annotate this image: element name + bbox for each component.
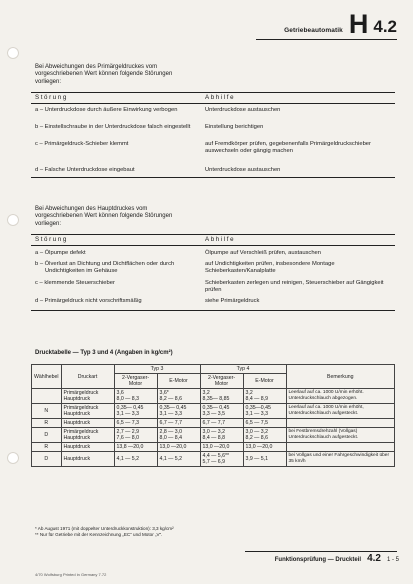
table-cell: Leerlauf auf ca. 1000 U/min erhöht. Unterdruckschlauch abgezogen.	[286, 389, 394, 404]
abhilfe-text: Schieberkasten zerlegen und reinigen, Steuerschieber auf Gängigkeit prüfen	[205, 280, 384, 293]
table-cell: N	[32, 404, 62, 419]
table-cell: 13,8 —20,0	[114, 443, 157, 452]
divider	[31, 234, 395, 235]
abhilfe-text: siehe Primärgeldruck	[205, 298, 260, 304]
abhilfe-text: Ölpumpe auf Verschleiß prüfen, austauschen	[205, 250, 322, 256]
table-cell: Primärgeldruck Hauptdruck	[61, 428, 114, 443]
divider	[31, 310, 395, 311]
col-header-stoerung: Störung	[35, 94, 68, 101]
divider	[31, 92, 395, 93]
stoerung-text: a – Ölpumpe defekt	[35, 250, 86, 256]
head-vergaser: 2-Vergaser-Motor	[114, 374, 157, 389]
table-cell: 13,0 —20,0	[200, 443, 243, 452]
head-bemerkung: Bemerkung	[286, 365, 394, 389]
table-cell: 4,1 — 5,2	[157, 452, 200, 467]
head-typ3: Typ 3	[114, 365, 200, 374]
table-cell: 3,6* 8,2 — 8,6	[157, 389, 200, 404]
stoerung-text: d – Falsche Unterdruckdose eingebaut	[35, 167, 135, 173]
table-cell: 2,8 — 3,0 8,0 — 8,4	[157, 428, 200, 443]
head-druckart: Druckart	[61, 365, 114, 389]
table-title: Drucktabelle — Typ 3 und 4 (Angaben in kg/cm²)	[35, 350, 173, 356]
header-rule	[256, 39, 397, 40]
divider	[31, 103, 395, 104]
table-cell: 4,4 — 5,6** 5,7 — 6,9	[200, 452, 243, 467]
table-cell: R	[32, 419, 62, 428]
col-header-stoerung: Störung	[35, 236, 68, 243]
punch-hole	[7, 452, 19, 464]
col-header-abhilfe: Abhilfe	[205, 94, 236, 101]
table-row	[32, 404, 395, 419]
pressure-table	[31, 364, 395, 467]
table-cell: Primärgeldruck Hauptdruck	[61, 404, 114, 419]
header-number: 4.2	[373, 17, 397, 36]
table-cell	[286, 443, 394, 452]
head-emotor: E-Motor	[243, 374, 286, 389]
stoerung-text: b – Einstellschraube in der Unterdruckdose falsch eingestellt	[35, 124, 191, 130]
footer-imprint: 4/70 Wolfsburg Printed in Germany 7.72	[35, 572, 107, 577]
table-cell: bei Vollgas und einer Fahrgeschwindigkeit über 35 km/h	[286, 452, 394, 467]
table-cell: 0,35— 0,45 3,1 — 3,3	[114, 404, 157, 419]
table-cell: 13,0 —20,0	[243, 443, 286, 452]
header-letter: H	[348, 9, 368, 39]
table-cell: 6,5 — 7,5	[243, 419, 286, 428]
abhilfe-text: auf Fremdkörper prüfen, gegebenenfalls Primärgeldruckschieber auswechseln oder gängig machen	[205, 141, 371, 154]
punch-hole	[7, 214, 19, 226]
header-subtitle: Getriebeautomatik	[284, 27, 343, 34]
table-cell: 3,9 — 5,1	[243, 452, 286, 467]
stoerung-text: b – Ölverlust an Dichtung und Dichtflächen oder durch Undichtigkeiten im Gehäuse	[35, 261, 175, 274]
table-cell: 0,35—0,45 3,1 — 3,3	[243, 404, 286, 419]
footnote: ** Nur für Getriebe mit der Kennzeichnung „EC“ und Motor „V“.	[35, 532, 163, 537]
table-cell: 3,6 8,0 — 8,3	[114, 389, 157, 404]
abhilfe-text: auf Undichtigkeiten prüfen, insbesondere Montage Schieberkasten/Kanalplatte	[205, 261, 335, 274]
punch-hole	[7, 47, 19, 59]
footer-number: 4.2	[367, 553, 381, 564]
divider	[31, 245, 395, 246]
table-cell: 3,0 — 3,2 8,4 — 8,8	[200, 428, 243, 443]
table-cell: 13,0 —20,0	[157, 443, 200, 452]
stoerung-text: d – Primärgeldruck nicht vorschriftsmäßig	[35, 298, 142, 304]
table-cell: 6,7 — 7,7	[200, 419, 243, 428]
footer-rule	[245, 551, 397, 552]
col-header-abhilfe: Abhilfe	[205, 236, 236, 243]
stoerung-text: c – klemmende Steuerschieber	[35, 280, 115, 286]
table-row	[32, 428, 395, 443]
footer-title: Funktionsprüfung — Druckteil	[274, 557, 362, 563]
table-cell: D	[32, 428, 62, 443]
table-cell: 4,1 — 5,2	[114, 452, 157, 467]
stoerung-text: a – Unterdruckdose durch äußere Einwirkung verbogen	[35, 107, 178, 113]
table-cell: D	[32, 452, 62, 467]
table-cell: Primärgeldruck Hauptdruck	[61, 389, 114, 404]
table-cell: 6,5 — 7,3	[114, 419, 157, 428]
section1-intro: Bei Abweichungen des Primärgeldruckes vom vorgeschriebenen Wert können folgende Störungen vorliegen:	[35, 64, 173, 85]
table-cell: 2,7 — 2,9 7,6 — 8,0	[114, 428, 157, 443]
table-cell: bei Festbremsdrehzahl (Vollgas) Unterdruckschlauch aufgesteckt.	[286, 428, 394, 443]
table-cell: 0,35— 0,45 3,1 — 3,3	[157, 404, 200, 419]
table-cell: 3,2 8,4 — 8,9	[243, 389, 286, 404]
abhilfe-text: Unterdruckdose austauschen	[205, 167, 281, 173]
table-cell: R	[32, 443, 62, 452]
table-cell: 6,7 — 7,7	[157, 419, 200, 428]
table-row	[32, 452, 395, 467]
abhilfe-text: Einstellung berichtigen	[205, 124, 264, 130]
table-row	[32, 443, 395, 452]
divider	[31, 177, 395, 178]
footnote: * Ab August 1971 (mit doppelter Unterdruckkonstruktion): 3,3 kg/cm²	[35, 526, 174, 531]
stoerung-text: c – Primärgeldruck-Schieber klemmt	[35, 141, 129, 147]
head-emotor: E-Motor	[157, 374, 200, 389]
table-cell	[32, 389, 62, 404]
table-cell: Hauptdruck	[61, 419, 114, 428]
section2-intro: Bei Abweichungen des Hauptdruckes vom vorgeschriebenen Wert können folgende Störungen vorliegen:	[35, 206, 173, 227]
page-header	[284, 11, 397, 38]
abhilfe-text: Unterdruckdose austauschen	[205, 107, 281, 113]
footer-page: 1 - 5	[386, 557, 399, 563]
footer-right	[275, 553, 399, 564]
table-row	[32, 389, 395, 404]
table-row	[32, 419, 395, 428]
table-cell: 0,35— 0,45 3,3 — 3,5	[200, 404, 243, 419]
head-waehlhebel: Wählhebel	[32, 365, 62, 389]
table-cell: Leerlauf auf ca. 1000 U/min erhöht, Unterdruckschlauch aufgesteckt.	[286, 404, 394, 419]
table-cell: 3,0 — 3,2 8,2 — 8,6	[243, 428, 286, 443]
head-typ4: Typ 4	[200, 365, 286, 374]
table-cell: Hauptdruck	[61, 452, 114, 467]
head-vergaser: 2-Vergaser-Motor	[200, 374, 243, 389]
table-cell: 3,2 8,35— 8,85	[200, 389, 243, 404]
table-cell: Hauptdruck	[61, 443, 114, 452]
table-cell	[286, 419, 394, 428]
